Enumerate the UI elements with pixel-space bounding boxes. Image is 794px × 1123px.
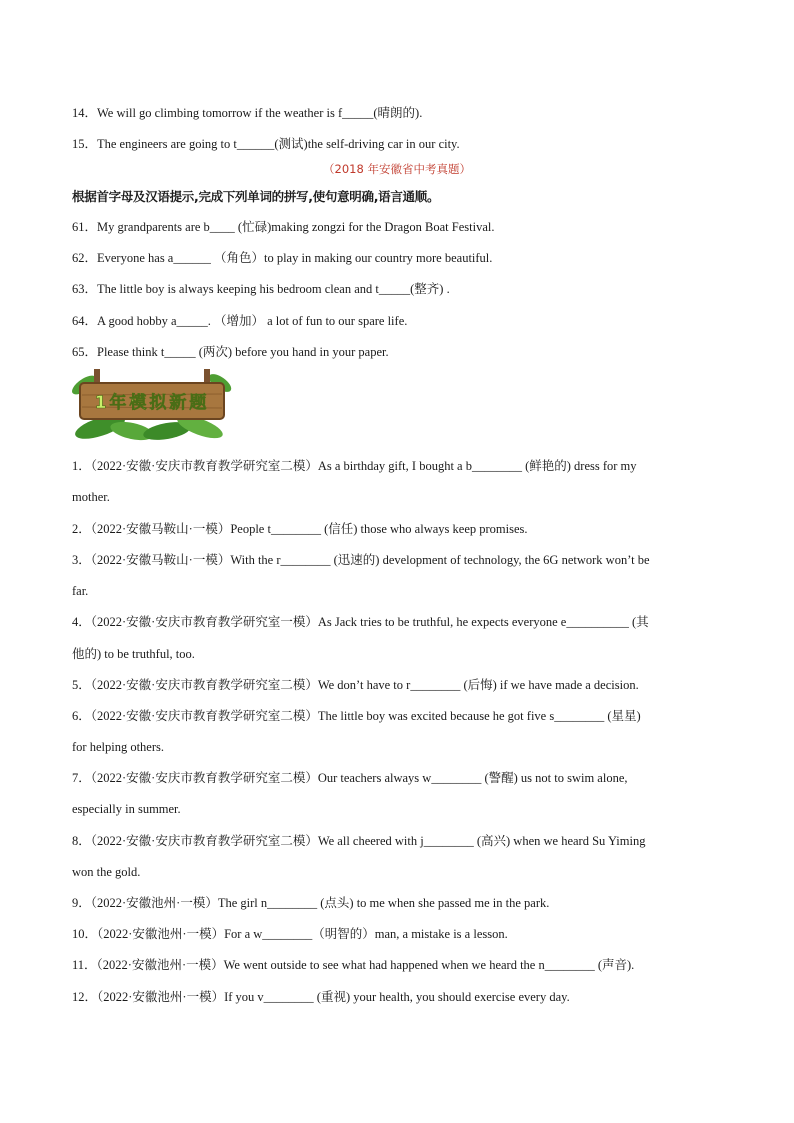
question-c8-cont: won the gold. <box>72 865 141 879</box>
section-banner <box>72 365 232 445</box>
question-62: 62．Everyone has a______ （角色）to play in making our country more beautiful. <box>72 251 493 265</box>
question-c11: 11．（2022·安徽池州·一模）We went outside to see what had happened when we heard the n________ (声音). <box>72 958 635 972</box>
question-c7-cont: especially in summer. <box>72 802 181 816</box>
question-15: 15．The engineers are going to t______(测试)the self-driving car in our city. <box>72 137 460 151</box>
question-c6-cont: for helping others. <box>72 740 164 754</box>
question-c10: 10．（2022·安徽池州·一模）For a w________（明智的）man, a mistake is a lesson. <box>72 927 508 941</box>
question-c9: 9．（2022·安徽池州·一模）The girl n________ (点头) to me when she passed me in the park. <box>72 896 550 910</box>
question-c3: 3．（2022·安徽马鞍山·一模）With the r________ (迅速的) development of technology, the 6G network won’t be <box>72 553 650 567</box>
question-c2: 2．（2022·安徽马鞍山·一模）People t________ (信任) those who always keep promises. <box>72 522 528 536</box>
question-65: 65．Please think t_____ (两次) before you hand in your paper. <box>72 345 389 359</box>
question-c6: 6．（2022·安徽·安庆市教育教学研究室二模）The little boy was excited because he got five s________ (星星) <box>72 709 641 723</box>
question-14: 14．We will go climbing tomorrow if the weather is f_____(晴朗的). <box>72 106 423 120</box>
question-61: 61．My grandparents are b____ (忙碌)making zongzi for the Dragon Boat Festival. <box>72 220 495 234</box>
question-c7: 7．（2022·安徽·安庆市教育教学研究室二模）Our teachers always w________ (警醒) us not to swim alone, <box>72 771 628 785</box>
banner-title: 1年模拟新题 <box>94 393 210 413</box>
question-c3-cont: far. <box>72 584 89 598</box>
question-c12: 12．（2022·安徽池州·一模）If you v________ (重视) your health, you should exercise every day. <box>72 990 570 1004</box>
question-63: 63．The little boy is always keeping his bedroom clean and t_____(整齐) . <box>72 282 450 296</box>
question-c8: 8．（2022·安徽·安庆市教育教学研究室二模）We all cheered with j________ (高兴) when we heard Su Yiming <box>72 834 646 848</box>
question-64: 64．A good hobby a_____. （增加） a lot of fun to our spare life. <box>72 314 408 328</box>
question-c4: 4．（2022·安徽·安庆市教育教学研究室一模）As Jack tries to be truthful, he expects everyone e__________ (其 <box>72 615 649 629</box>
question-c5: 5．（2022·安徽·安庆市教育教学研究室二模）We don’t have to r________ (后悔) if we have made a decision. <box>72 678 639 692</box>
source-note: （2018 年安徽省中考真题） <box>323 162 471 176</box>
question-c4-cont: 他的) to be truthful, too. <box>72 647 195 661</box>
question-c1-cont: mother. <box>72 490 110 504</box>
instruction: 根据首字母及汉语提示,完成下列单词的拼写,使句意明确,语言通顺。 <box>72 189 440 204</box>
question-c1: 1．（2022·安徽·安庆市教育教学研究室二模）As a birthday gift, I bought a b________ (鲜艳的) dress for my <box>72 459 637 473</box>
